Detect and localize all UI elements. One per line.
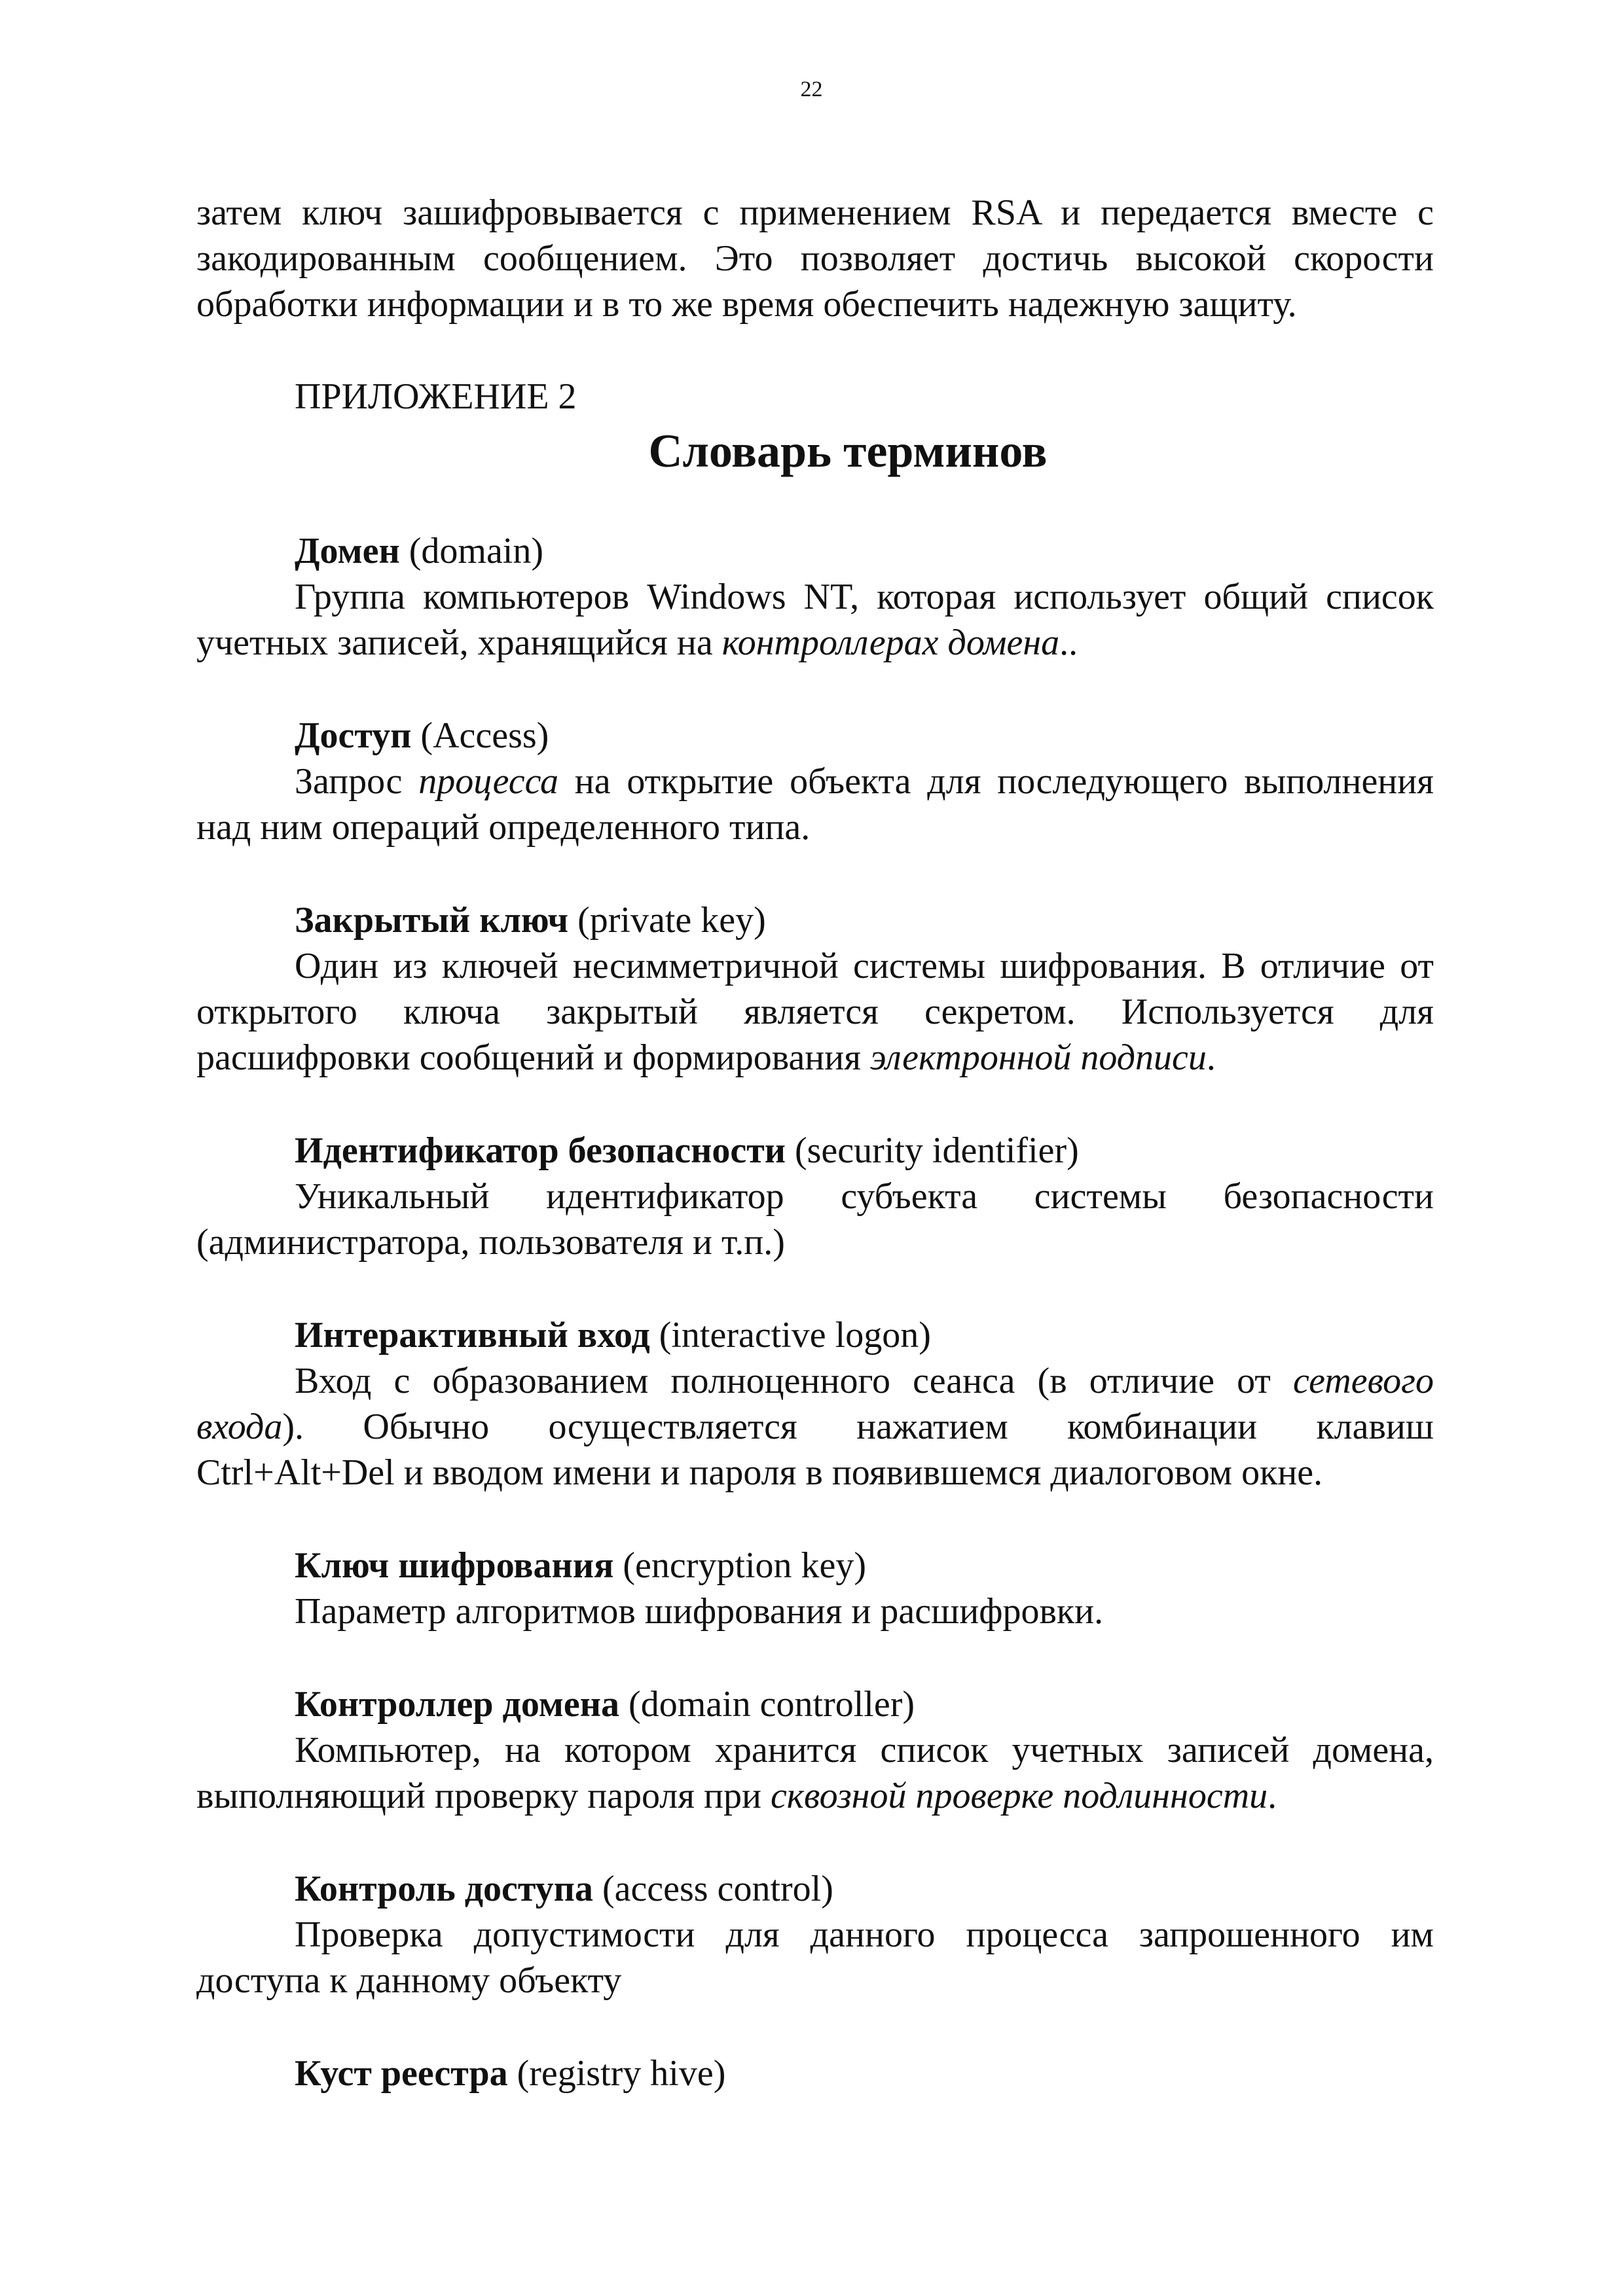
glossary-title: Словарь терминов (648, 425, 1048, 477)
term-line (196, 1681, 1434, 1727)
term: Интерактивный вход (295, 1315, 650, 1355)
definition-link-term: контроллерах домена (721, 622, 1060, 663)
intro-line: закодированным сообщением. Это позволяет достичь высокой скорости (196, 238, 1434, 279)
term-english: (registry hive) (517, 2053, 726, 2094)
definition-link-term: электронной подписи (870, 1037, 1207, 1078)
term-definition (196, 1358, 1434, 1450)
definition-link-term: сетевого (1293, 1361, 1434, 1401)
term-line (196, 1128, 1434, 1174)
term-line (196, 897, 1434, 943)
definition-text: Запрос (295, 761, 419, 802)
glossary-entry-registry-hive (196, 2051, 1434, 2096)
term: Контроль доступа (295, 1869, 593, 1909)
definition-text: ). Обычно осуществляется нажатием комбинации клавиш (282, 1407, 1434, 1447)
term-definition (196, 1727, 1434, 1819)
term-english: (security identifier) (794, 1130, 1079, 1171)
term-english: (domain controller) (629, 1684, 915, 1725)
glossary-entry-encryption-key (196, 1543, 1434, 1634)
term: Доступ (295, 715, 412, 756)
term-line (196, 713, 1434, 759)
glossary-entry-access (196, 713, 1434, 850)
term-definition (196, 1174, 1434, 1265)
intro-line: затем ключ зашифровывается с применением RSA и передается вместе с (196, 192, 1434, 233)
glossary-entry-access-control (196, 1866, 1434, 2003)
term: Идентификатор безопасности (295, 1130, 786, 1171)
glossary-entry-domain-controller (196, 1681, 1434, 1819)
page-number: 22 (800, 77, 823, 101)
glossary-entry-security-identifier (196, 1128, 1434, 1265)
term-line (196, 2051, 1434, 2096)
definition-link-term: процесса (418, 761, 558, 802)
definition-text: Группа компьютеров Windows NT, которая использует общий список учетных записей, хранящийся на (196, 577, 1434, 663)
definition-text: .. (1059, 622, 1078, 663)
term-english: (access control) (602, 1869, 833, 1909)
term-definition-continued: Ctrl+Alt+Del и вводом имени и пароля в появившемся диалоговом окне. (196, 1452, 1323, 1493)
term-definition (196, 943, 1434, 1081)
definition-text: . (1206, 1037, 1216, 1078)
term-english: (Access) (420, 715, 549, 756)
intro-paragraph (196, 190, 1434, 327)
term-definition (196, 1912, 1434, 2003)
term-definition (196, 1588, 1434, 1634)
intro-line: обработки информации и в то же время обеспечить надежную защиту. (196, 284, 1297, 325)
definition-text: на открытие объекта для последующего выполнения над ним операций определенного типа. (196, 761, 1434, 848)
term-english: (private key) (577, 900, 766, 941)
term-definition (196, 759, 1434, 850)
glossary-entry-private-key (196, 897, 1434, 1081)
definition-text: Один из ключей несимметричной системы шифрования. В отличие от открытого ключа закрытый является секретом. Используется для расшифровки сообщений и формирования (196, 946, 1434, 1078)
term: Контроллер домена (295, 1684, 620, 1725)
term-line (196, 1312, 1434, 1358)
term-english: (interactive logon) (659, 1315, 931, 1355)
term-line (196, 1866, 1434, 1912)
term: Закрытый ключ (295, 900, 569, 941)
term-english: (domain) (409, 531, 544, 571)
definition-text: Компьютер, на котором хранится список учетных записей домена, выполняющий проверку пароля при (196, 1730, 1434, 1816)
term-english: (encryption key) (623, 1545, 867, 1586)
definition-text: Вход с образованием полноценного сеанса (в отличие от (295, 1361, 1294, 1401)
definition-link-term: сквозной проверке подлинности (770, 1776, 1268, 1816)
definition-text: Параметр алгоритмов шифрования и расшифровки. (295, 1591, 1104, 1632)
term: Куст реестра (295, 2053, 508, 2094)
definition-text: . (1267, 1776, 1277, 1816)
definition-text: Уникальный идентификатор субъекта системы безопасности (администратора, пользователя и т.п.) (196, 1176, 1434, 1263)
term-definition (196, 574, 1434, 666)
term: Домен (295, 531, 400, 571)
page-content (196, 190, 1434, 2096)
glossary-entry-interactive-logon (196, 1312, 1434, 1496)
glossary-entry-domain (196, 528, 1434, 666)
term: Ключ шифрования (295, 1545, 614, 1586)
definition-link-term: входа (196, 1407, 283, 1447)
appendix-label: ПРИЛОЖЕНИЕ 2 (295, 376, 577, 417)
term-line (196, 528, 1434, 574)
term-line (196, 1543, 1434, 1588)
definition-text: Проверка допустимости для данного процесса запрошенного им доступа к данному объекту (196, 1914, 1434, 2001)
